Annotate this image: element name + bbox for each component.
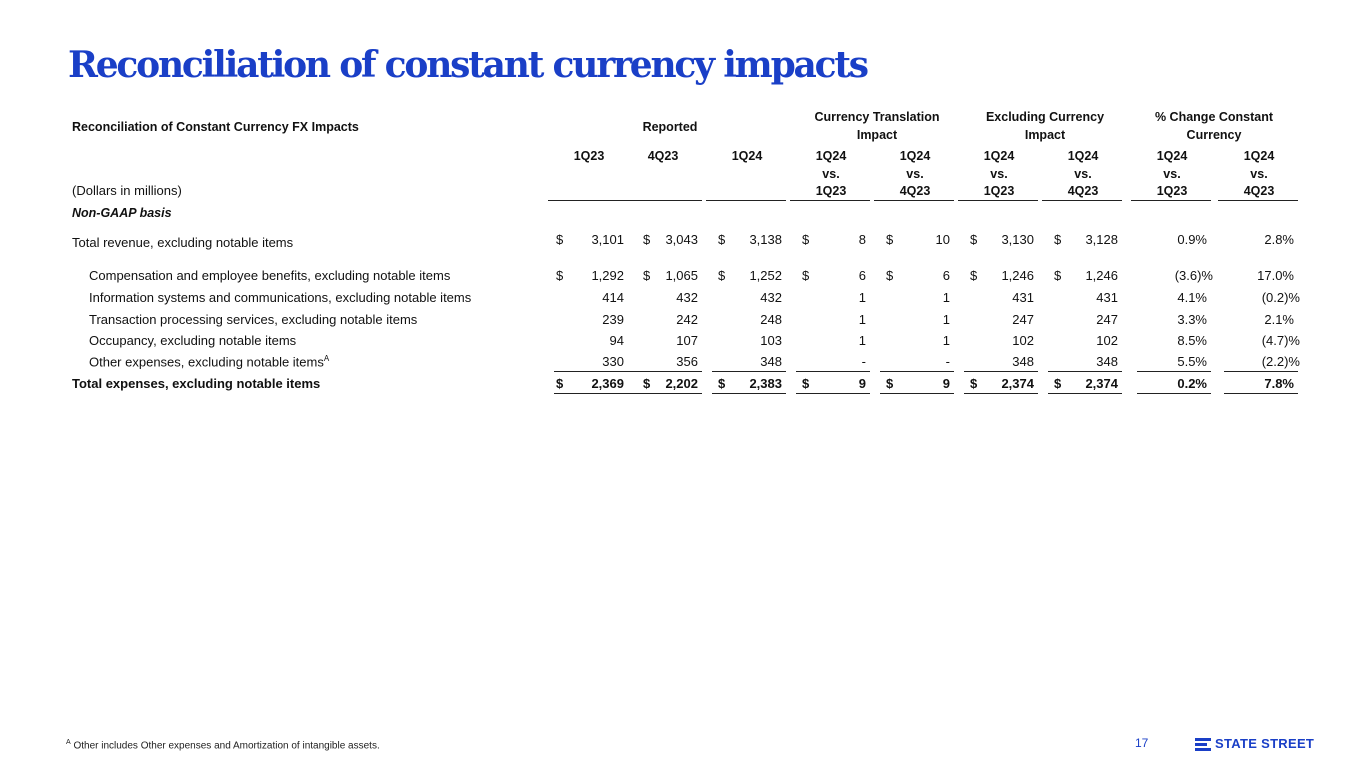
subtotal-underline	[1137, 371, 1211, 372]
table-cell: 102	[1096, 333, 1118, 348]
dollar-sign: $	[802, 376, 810, 391]
table-row	[70, 288, 1300, 308]
footnote-mark: A	[66, 739, 71, 746]
column-header-line: 4Q23	[1243, 184, 1275, 198]
table-cell: 2.8%	[1264, 232, 1294, 247]
row-label: Information systems and communications, excluding notable items	[89, 290, 472, 305]
column-header-underline	[548, 200, 628, 201]
table-cell: 94	[609, 333, 624, 348]
table-cell: 248	[760, 312, 782, 327]
table-cell: 9	[858, 376, 866, 391]
row-label: Transaction processing services, excluding notable items	[89, 312, 418, 327]
state-street-logo	[1195, 736, 1314, 751]
dollar-sign: $	[643, 232, 651, 247]
table-cell: 5.5%	[1177, 354, 1207, 369]
table-cell: 6	[858, 268, 866, 283]
subtotal-underline	[1224, 371, 1298, 372]
table-cell: (0.2)%	[1261, 290, 1300, 305]
dollar-sign: $	[886, 232, 894, 247]
total-underline	[1048, 393, 1122, 394]
table-cell: 7.8%	[1264, 376, 1294, 391]
table-cell: 107	[676, 333, 698, 348]
column-header-underline	[706, 200, 786, 201]
table-cell: 247	[1096, 312, 1118, 327]
dollar-sign: $	[1054, 232, 1062, 247]
total-underline	[796, 393, 870, 394]
group-header-pct-change: % Change Constant Currency	[1154, 110, 1274, 142]
column-header	[876, 148, 954, 201]
table-cell: 1,246	[1001, 268, 1034, 283]
table-cell: 414	[602, 290, 624, 305]
column-header-line: vs.	[906, 166, 924, 181]
total-underline	[712, 393, 786, 394]
table-row	[70, 230, 1300, 250]
table-cell: 2,202	[665, 376, 698, 391]
dollar-sign: $	[970, 268, 978, 283]
page-title: Reconciliation of constant currency impacts	[68, 44, 867, 86]
dollar-sign: $	[556, 376, 564, 391]
table-cell: 4.1%	[1177, 290, 1207, 305]
column-header-line: vs.	[1163, 166, 1181, 181]
dollar-sign: $	[643, 268, 651, 283]
table-cell: 1,065	[665, 268, 698, 283]
total-underline	[1224, 393, 1298, 394]
table-cell: 1,252	[749, 268, 782, 283]
column-header-line: 4Q23	[899, 184, 931, 198]
table-cell: 348	[1012, 354, 1034, 369]
table-cell: 432	[760, 290, 782, 305]
table-cell: 330	[602, 354, 624, 369]
table-cell: -	[861, 354, 866, 369]
column-header-underline	[1042, 200, 1122, 201]
total-underline	[554, 393, 628, 394]
column-header-line: vs.	[1074, 166, 1092, 181]
subtotal-underline	[628, 371, 702, 372]
table-cell: 2,369	[591, 376, 624, 391]
row-label: Total expenses, excluding notable items	[72, 376, 321, 391]
table-cell: 2,383	[749, 376, 782, 391]
section-row	[70, 204, 1300, 228]
row-label: Compensation and employee benefits, excluding notable items	[89, 268, 451, 283]
footnote-mark: A	[323, 354, 330, 363]
table-cell: 1	[942, 312, 950, 327]
total-underline	[964, 393, 1038, 394]
total-underline	[1137, 393, 1211, 394]
column-header-line: 4Q23	[647, 149, 679, 163]
dollar-sign: $	[556, 232, 564, 247]
table-cell: 102	[1012, 333, 1034, 348]
table-cell: 10	[935, 232, 950, 247]
table-cell: 431	[1012, 290, 1034, 305]
dollar-sign: $	[1054, 376, 1062, 391]
table-cell: 1	[858, 333, 866, 348]
column-header	[1133, 148, 1211, 201]
subtotal-underline	[712, 371, 786, 372]
table-cell: -	[945, 354, 950, 369]
dollar-sign: $	[556, 268, 564, 283]
logo-mark-icon	[1195, 737, 1211, 751]
table-cell: 3,101	[591, 232, 624, 247]
subtotal-underline	[796, 371, 870, 372]
table-cell: 431	[1096, 290, 1118, 305]
dollar-sign: $	[802, 268, 810, 283]
column-header-line: 1Q24	[815, 149, 847, 163]
column-header-underline	[1131, 200, 1211, 201]
table-row	[70, 310, 1300, 330]
column-header	[1220, 148, 1298, 201]
table-cell: (4.7)%	[1261, 333, 1300, 348]
table-cell: 0.2%	[1177, 376, 1207, 391]
column-header	[624, 148, 702, 166]
subtotal-underline	[964, 371, 1038, 372]
column-header	[960, 148, 1038, 201]
column-header-line: 1Q24	[731, 149, 763, 163]
total-underline	[628, 393, 702, 394]
row-label: Total revenue, excluding notable items	[72, 235, 294, 250]
column-header-underline	[1218, 200, 1298, 201]
column-header-line: 1Q24	[1243, 149, 1275, 163]
subtotal-underline	[554, 371, 628, 372]
dollar-sign: $	[802, 232, 810, 247]
column-header-line: 1Q24	[1156, 149, 1188, 163]
table-cell: 1	[942, 333, 950, 348]
column-header-underline	[958, 200, 1038, 201]
subtotal-underline	[1048, 371, 1122, 372]
table-cell: 3,138	[749, 232, 782, 247]
dollar-sign: $	[970, 376, 978, 391]
table-caption: Reconciliation of Constant Currency FX Impacts	[72, 120, 359, 134]
table-cell: 3.3%	[1177, 312, 1207, 327]
column-header-line: vs.	[1250, 166, 1268, 181]
table-cell: 1	[858, 312, 866, 327]
row-label: Other expenses, excluding notable items$^A$	[89, 354, 330, 370]
table-cell: 3,043	[665, 232, 698, 247]
table-cell: 432	[676, 290, 698, 305]
column-header-row	[70, 148, 1300, 200]
column-header	[1044, 148, 1122, 201]
table-cell: 103	[760, 333, 782, 348]
dollar-sign: $	[886, 376, 894, 391]
dollar-sign: $	[970, 232, 978, 247]
table-cell: 1	[858, 290, 866, 305]
table-cell: 348	[1096, 354, 1118, 369]
column-header-underline	[790, 200, 870, 201]
table-cell: (3.6)%	[1174, 268, 1213, 283]
section-label: Non-GAAP basis	[72, 206, 172, 220]
total-underline	[880, 393, 954, 394]
column-header-line: 1Q23	[815, 184, 847, 198]
table-cell: 1,246	[1085, 268, 1118, 283]
table-cell: 2.1%	[1264, 312, 1294, 327]
table-cell: 239	[602, 312, 624, 327]
table-cell: 6	[942, 268, 950, 283]
dollar-sign: $	[1054, 268, 1062, 283]
table-row	[70, 331, 1300, 351]
dollar-sign: $	[718, 232, 726, 247]
dollar-sign: $	[643, 376, 651, 391]
table-row	[70, 352, 1300, 372]
column-header	[792, 148, 870, 201]
table-row	[70, 374, 1300, 394]
column-header-line: vs.	[822, 166, 840, 181]
table-cell: (2.2)%	[1261, 354, 1300, 369]
group-header-reported: Reported	[642, 120, 698, 134]
table-cell: 348	[760, 354, 782, 369]
column-header-line: 1Q23	[1156, 184, 1188, 198]
table-cell: 3,130	[1001, 232, 1034, 247]
table-cell: 242	[676, 312, 698, 327]
column-header-line: 4Q23	[1067, 184, 1099, 198]
table-cell: 0.9%	[1177, 232, 1207, 247]
subtotal-underline	[880, 371, 954, 372]
units-label: (Dollars in millions)	[72, 183, 182, 198]
column-header-line: 1Q23	[983, 184, 1015, 198]
column-header-line: vs.	[990, 166, 1008, 181]
dollar-sign: $	[718, 268, 726, 283]
group-header-row	[70, 108, 1300, 148]
table-cell: 247	[1012, 312, 1034, 327]
table-row	[70, 266, 1300, 286]
footnote	[66, 739, 380, 751]
page-number: 17	[1135, 736, 1149, 750]
column-header-line: 1Q24	[983, 149, 1015, 163]
table-cell: 8	[858, 232, 866, 247]
column-header-line: 1Q23	[573, 149, 605, 163]
table-cell: 17.0%	[1257, 268, 1294, 283]
table-cell: 9	[942, 376, 950, 391]
table-cell: 2,374	[1085, 376, 1118, 391]
table-cell: 1	[942, 290, 950, 305]
column-header-underline	[874, 200, 954, 201]
column-header	[708, 148, 786, 166]
column-header-line: 1Q24	[899, 149, 931, 163]
table-cell: 2,374	[1001, 376, 1034, 391]
table-cell: 8.5%	[1177, 333, 1207, 348]
reconciliation-table	[70, 108, 1300, 400]
dollar-sign: $	[718, 376, 726, 391]
table-body	[70, 230, 1300, 400]
dollar-sign: $	[886, 268, 894, 283]
row-label: Occupancy, excluding notable items	[89, 333, 297, 348]
group-header-excluding-currency: Excluding Currency Impact	[985, 110, 1105, 142]
column-header-underline	[622, 200, 702, 201]
column-header	[550, 148, 628, 166]
column-header-line: 1Q24	[1067, 149, 1099, 163]
footnote-text: Other includes Other expenses and Amortization of intangible assets.	[73, 740, 380, 752]
logo-text: STATE STREET	[1215, 736, 1315, 751]
table-cell: 356	[676, 354, 698, 369]
group-header-currency-translation: Currency Translation Impact	[814, 110, 940, 142]
table-cell: 3,128	[1085, 232, 1118, 247]
table-cell: 1,292	[591, 268, 624, 283]
